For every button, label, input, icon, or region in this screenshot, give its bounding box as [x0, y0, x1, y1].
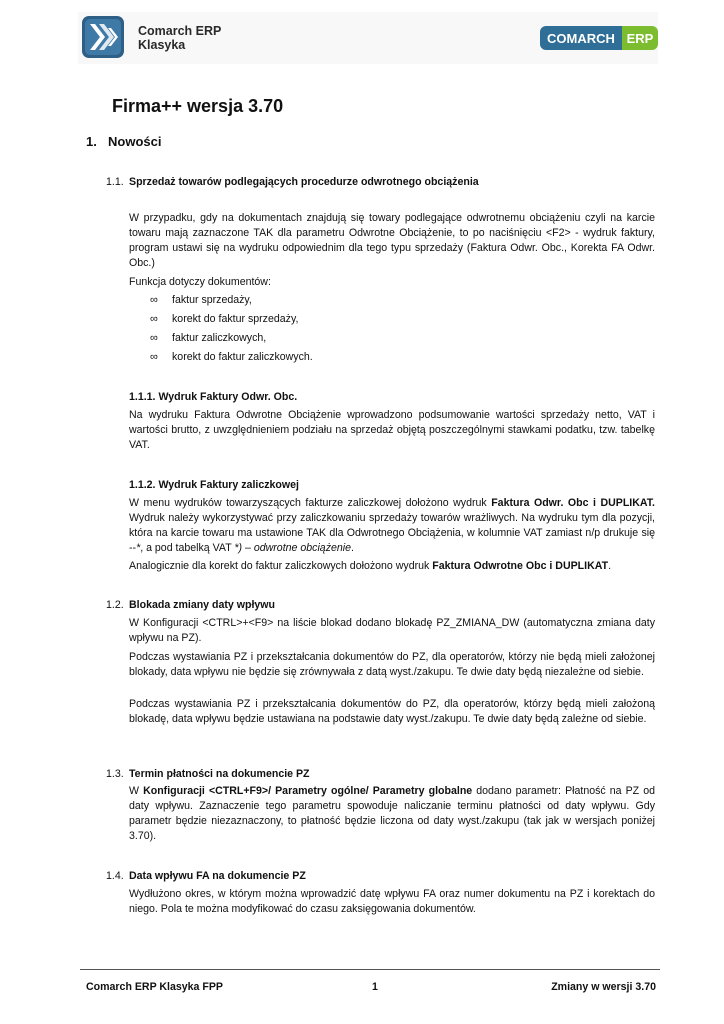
section-heading-1 [86, 134, 161, 150]
badge-erp: ERP [622, 26, 658, 50]
paragraph-1-2-c: Podczas wystawiania PZ i przekształcania dokumentów do PZ, dla operatorów, którzy będą mieli założoną blokadę, data wpływu będzie ustawiana na podstawie daty wyst./zakupu. Te dwie daty będą zależne od siebie. [129, 698, 655, 725]
heading-number: 1.3. [106, 768, 124, 780]
paragraph-1-1-2-b: Analogicznie dla korekt do faktur zaliczkowych dołożono wydruk Faktura Odwrotne Obc i DUPLIKAT. [129, 560, 612, 572]
footer-page-number: 1 [372, 981, 378, 993]
heading-1-2 [106, 598, 275, 613]
list-item: ∞ korekt do faktur sprzedaży, [150, 313, 299, 325]
comarch-logo-icon [82, 16, 124, 58]
list-item: ∞ korekt do faktur zaliczkowych. [150, 351, 313, 363]
heading-number: 1.1. [106, 176, 124, 188]
paragraph-1-1-2-a: W menu wydruków towarzyszących fakturze zaliczkowej dołożono wydruk Faktura Odwr. Obc i DUPLIKAT. Wydruk należy wykorzystywać przy zaliczkowaniu sprzedaży towarów wrażliwych. Na wydruku tym dla pozycji, która na karcie towaru ma ustawione TAK dla Odwrotnego Obciążenia, w kolumnie VAT zamiast n/p drukuje się --*, a pod tabelką VAT *) – odwrotne obciążenie. [129, 497, 655, 554]
list-item: ∞ faktur sprzedaży, [150, 294, 252, 306]
paragraph-1-1-1: Na wydruku Faktura Odwrotne Obciążenie wprowadzono podsumowanie wartości sprzedaży netto, VAT i wartości brutto, z uwzględnieniem podziału na sprzedaż objętą poszczególnymi stawkami podatku, tzw. tabelkę VAT. [129, 409, 655, 451]
heading-title: Blokada zmiany daty wpływu [129, 599, 275, 611]
badge-comarch: COMARCH [540, 26, 622, 50]
section-number: 1. [86, 134, 97, 149]
list-intro: Funkcja dotyczy dokumentów: [129, 276, 271, 288]
bullet-infinity-icon: ∞ [150, 332, 158, 344]
footer-version: Zmiany w wersji 3.70 [551, 981, 656, 993]
bullet-infinity-icon: ∞ [150, 294, 158, 306]
heading-title: Sprzedaż towarów podlegających procedurze odwrotnego obciążenia [129, 176, 479, 188]
heading-title: Termin płatności na dokumencie PZ [129, 768, 310, 780]
heading-number: 1.4. [106, 870, 124, 882]
heading-title: Data wpływu FA na dokumencie PZ [129, 870, 306, 882]
heading-1-1-2: 1.1.2. Wydruk Faktury zaliczkowej [129, 479, 299, 491]
heading-1-3 [106, 767, 310, 782]
heading-1-1 [106, 175, 479, 190]
paragraph-1-3: W Konfiguracji <CTRL+F9>/ Parametry ogólne/ Parametry globalne dodano parametr: Płatność na PZ od daty wpływu. Zaznaczenie tego parametru spowoduje naliczanie terminu płatności od daty wpływu. Gdy parametr będzie niezaznaczony, to płatność będzie liczona od daty wyst./zakupu (tak jak w wersjach poniżej 3.70). [129, 785, 655, 842]
logo-line-1: Comarch ERP [138, 24, 222, 38]
paragraph-1-2-b: Podczas wystawiania PZ i przekształcania dokumentów do PZ, dla operatorów, którzy nie będą mieli założonej blokady, data wpływu nie będzie się zrównywała z datą wyst./zakupu. Te dwie daty będą niezależne od siebie. [129, 651, 655, 678]
section-title: Nowości [108, 134, 162, 149]
paragraph-1-4: Wydłużono okres, w którym można wprowadzić datę wpływu FA oraz numer dokumentu na PZ i korektach do niego. Pola te można modyfikować do czasu zaksięgowania dokumentów. [129, 888, 655, 915]
document-title: Firma++ wersja 3.70 [112, 96, 284, 116]
paragraph-1-1: W przypadku, gdy na dokumentach znajdują się towary podlegające odwrotnemu obciążeniu czyli na karcie towaru mają zaznaczone TAK dla parametru Odwrotne Obciążenie, to po naciśnięciu <F2> - wydruk faktury, program ustawi się na wydruku odpowiednim dla tego typu sprzedaży (Faktura Odwr. Obc., Korekta FA Odwr. Obc.) [129, 212, 655, 269]
product-logo-text [138, 24, 221, 52]
comarch-erp-badge [540, 26, 658, 50]
logo-line-2: Klasyka [138, 38, 186, 52]
paragraph-1-2-a: W Konfiguracji <CTRL>+<F9> na liście blokad dodano blokadę PZ_ZMIANA_DW (automatyczna zmiana daty wpływu na PZ). [129, 617, 655, 644]
document-type-list [150, 291, 630, 367]
bullet-infinity-icon: ∞ [150, 313, 158, 325]
heading-1-4 [106, 869, 306, 884]
list-item: ∞ faktur zaliczkowych, [150, 332, 267, 344]
heading-number: 1.2. [106, 599, 124, 611]
bullet-infinity-icon: ∞ [150, 351, 158, 363]
heading-1-1-1: 1.1.1. Wydruk Faktury Odwr. Obc. [129, 391, 298, 403]
footer-divider [80, 969, 660, 970]
footer-product: Comarch ERP Klasyka FPP [86, 981, 223, 993]
